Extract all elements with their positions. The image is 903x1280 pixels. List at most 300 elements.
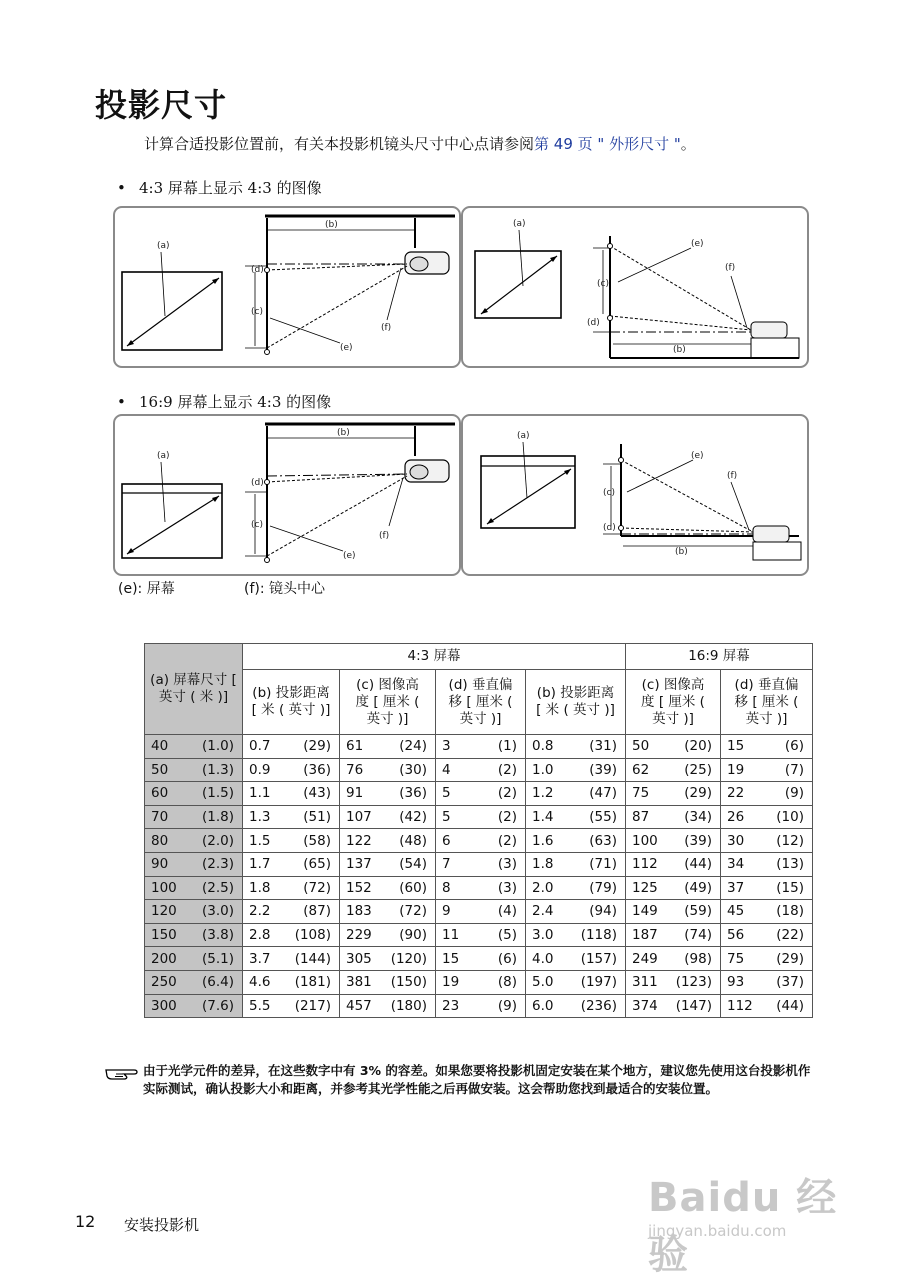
secondary-value: (1.0) bbox=[201, 738, 234, 755]
value-cell bbox=[436, 876, 526, 900]
value-cell bbox=[626, 947, 721, 971]
bullet-icon: • bbox=[117, 179, 126, 197]
pointing-hand-icon bbox=[104, 1062, 138, 1084]
primary-value: 1.0 bbox=[532, 761, 554, 778]
primary-value: 23 bbox=[442, 997, 460, 1014]
primary-value: 107 bbox=[346, 809, 372, 826]
header-43-distance: (b) 投影距离 [ 米 ( 英寸 )] bbox=[243, 670, 340, 735]
label-a: (a) bbox=[513, 219, 526, 229]
value-cell bbox=[340, 923, 436, 947]
secondary-value: (72) bbox=[399, 903, 427, 920]
secondary-value: (144) bbox=[294, 950, 331, 967]
value-cell bbox=[243, 829, 340, 853]
value-cell bbox=[526, 923, 626, 947]
value-cell bbox=[721, 758, 813, 782]
secondary-value: (22) bbox=[776, 927, 804, 944]
secondary-value: (87) bbox=[303, 903, 331, 920]
table-row bbox=[145, 805, 813, 829]
floor-43-drawing bbox=[463, 208, 807, 366]
header-169-image-height: (c) 图像高度 [ 厘米 ( 英寸 )] bbox=[626, 670, 721, 735]
secondary-value: (25) bbox=[684, 761, 712, 778]
screen-size-cell bbox=[145, 782, 243, 806]
screen-size-cell bbox=[145, 758, 243, 782]
primary-value: 4.6 bbox=[249, 974, 271, 991]
primary-value: 125 bbox=[632, 879, 658, 896]
value-cell bbox=[526, 876, 626, 900]
primary-value: 1.6 bbox=[532, 832, 554, 849]
footer-section: 安装投影机 bbox=[124, 1216, 200, 1234]
label-d: (d) bbox=[603, 523, 616, 533]
value-cell bbox=[626, 782, 721, 806]
primary-value: 457 bbox=[346, 997, 372, 1014]
primary-value: 374 bbox=[632, 997, 658, 1014]
page-title: 投影尺寸 bbox=[95, 86, 228, 124]
value-cell bbox=[340, 876, 436, 900]
secondary-value: (31) bbox=[589, 738, 617, 755]
secondary-value: (48) bbox=[399, 832, 427, 849]
primary-value: 100 bbox=[151, 879, 177, 896]
value-cell bbox=[626, 876, 721, 900]
value-cell bbox=[243, 947, 340, 971]
secondary-value: (1.5) bbox=[201, 785, 234, 802]
value-cell bbox=[243, 970, 340, 994]
value-cell bbox=[526, 900, 626, 924]
label-b: (b) bbox=[337, 428, 350, 438]
secondary-value: (44) bbox=[776, 997, 804, 1014]
value-cell bbox=[721, 735, 813, 759]
primary-value: 300 bbox=[151, 997, 177, 1014]
value-cell bbox=[436, 758, 526, 782]
table-row bbox=[145, 947, 813, 971]
primary-value: 34 bbox=[727, 856, 745, 873]
primary-value: 152 bbox=[346, 879, 372, 896]
value-cell bbox=[436, 994, 526, 1018]
watermark-url: jingyan.baidu.com bbox=[648, 1222, 787, 1240]
label-d: (d) bbox=[251, 478, 264, 488]
secondary-value: (13) bbox=[776, 856, 804, 873]
secondary-value: (8) bbox=[497, 974, 517, 991]
intro-end: 。 bbox=[680, 135, 696, 153]
label-e: (e) bbox=[691, 239, 704, 249]
value-cell bbox=[436, 829, 526, 853]
primary-value: 120 bbox=[151, 903, 177, 920]
dimensions-page-link[interactable]: 第 49 页 " 外形尺寸 " bbox=[534, 135, 681, 153]
value-cell bbox=[243, 876, 340, 900]
secondary-value: (150) bbox=[390, 974, 427, 991]
primary-value: 249 bbox=[632, 950, 658, 967]
primary-value: 6 bbox=[442, 832, 451, 849]
diagram-ceiling-169 bbox=[113, 414, 461, 576]
value-cell bbox=[526, 735, 626, 759]
table-row bbox=[145, 970, 813, 994]
primary-value: 1.5 bbox=[249, 832, 271, 849]
value-cell bbox=[243, 994, 340, 1018]
screen-size-cell bbox=[145, 947, 243, 971]
primary-value: 0.7 bbox=[249, 738, 271, 755]
primary-value: 26 bbox=[727, 809, 745, 826]
secondary-value: (12) bbox=[776, 832, 804, 849]
primary-value: 149 bbox=[632, 903, 658, 920]
value-cell bbox=[340, 782, 436, 806]
primary-value: 5.0 bbox=[532, 974, 554, 991]
value-cell bbox=[721, 876, 813, 900]
primary-value: 62 bbox=[632, 761, 650, 778]
value-cell bbox=[436, 970, 526, 994]
table-row bbox=[145, 852, 813, 876]
secondary-value: (98) bbox=[684, 950, 712, 967]
primary-value: 15 bbox=[442, 950, 460, 967]
primary-value: 311 bbox=[632, 974, 658, 991]
primary-value: 3 bbox=[442, 738, 451, 755]
secondary-value: (49) bbox=[684, 879, 712, 896]
table-row bbox=[145, 758, 813, 782]
screen-size-cell bbox=[145, 994, 243, 1018]
secondary-value: (7.6) bbox=[201, 997, 234, 1014]
primary-value: 183 bbox=[346, 903, 372, 920]
value-cell bbox=[340, 947, 436, 971]
primary-value: 1.2 bbox=[532, 785, 554, 802]
value-cell bbox=[721, 829, 813, 853]
value-cell bbox=[526, 852, 626, 876]
secondary-value: (44) bbox=[684, 856, 712, 873]
secondary-value: (1.3) bbox=[201, 761, 234, 778]
screen-size-cell bbox=[145, 876, 243, 900]
ceiling-43-drawing bbox=[115, 208, 459, 366]
primary-value: 50 bbox=[632, 738, 650, 755]
value-cell bbox=[526, 994, 626, 1018]
secondary-value: (6.4) bbox=[201, 974, 234, 991]
secondary-value: (29) bbox=[776, 950, 804, 967]
value-cell bbox=[436, 805, 526, 829]
primary-value: 40 bbox=[151, 738, 169, 755]
value-cell bbox=[526, 947, 626, 971]
primary-value: 19 bbox=[727, 761, 745, 778]
primary-value: 5.5 bbox=[249, 997, 271, 1014]
section-43-heading bbox=[117, 177, 322, 198]
ceiling-169-drawing bbox=[115, 416, 459, 574]
primary-value: 11 bbox=[442, 927, 460, 944]
value-cell bbox=[526, 970, 626, 994]
primary-value: 45 bbox=[727, 903, 745, 920]
value-cell bbox=[626, 852, 721, 876]
secondary-value: (60) bbox=[399, 879, 427, 896]
primary-value: 87 bbox=[632, 809, 650, 826]
value-cell bbox=[721, 782, 813, 806]
label-b: (b) bbox=[325, 220, 338, 230]
primary-value: 1.4 bbox=[532, 809, 554, 826]
label-a: (a) bbox=[157, 241, 170, 251]
secondary-value: (7) bbox=[784, 761, 804, 778]
secondary-value: (2) bbox=[497, 785, 517, 802]
value-cell bbox=[340, 829, 436, 853]
value-cell bbox=[436, 923, 526, 947]
value-cell bbox=[626, 735, 721, 759]
projection-size-table bbox=[144, 643, 813, 1018]
primary-value: 2.2 bbox=[249, 903, 271, 920]
secondary-value: (71) bbox=[589, 856, 617, 873]
value-cell bbox=[436, 735, 526, 759]
value-cell bbox=[626, 970, 721, 994]
value-cell bbox=[243, 923, 340, 947]
bullet-icon: • bbox=[117, 393, 126, 411]
label-c: (c) bbox=[251, 520, 263, 530]
secondary-value: (180) bbox=[390, 997, 427, 1014]
secondary-value: (42) bbox=[399, 809, 427, 826]
primary-value: 50 bbox=[151, 761, 169, 778]
secondary-value: (157) bbox=[580, 950, 617, 967]
primary-value: 112 bbox=[632, 856, 658, 873]
screen-size-cell bbox=[145, 735, 243, 759]
value-cell bbox=[526, 805, 626, 829]
header-169-distance: (b) 投影距离 [ 米 ( 英寸 )] bbox=[526, 670, 626, 735]
primary-value: 15 bbox=[727, 738, 745, 755]
primary-value: 75 bbox=[632, 785, 650, 802]
primary-value: 5 bbox=[442, 785, 451, 802]
primary-value: 137 bbox=[346, 856, 372, 873]
secondary-value: (236) bbox=[580, 997, 617, 1014]
value-cell bbox=[243, 782, 340, 806]
table-row bbox=[145, 735, 813, 759]
secondary-value: (36) bbox=[303, 761, 331, 778]
label-b: (b) bbox=[673, 345, 686, 355]
screen-size-cell bbox=[145, 805, 243, 829]
primary-value: 37 bbox=[727, 879, 745, 896]
value-cell bbox=[436, 852, 526, 876]
table-row bbox=[145, 900, 813, 924]
value-cell bbox=[340, 852, 436, 876]
secondary-value: (51) bbox=[303, 809, 331, 826]
value-cell bbox=[721, 994, 813, 1018]
secondary-value: (90) bbox=[399, 927, 427, 944]
primary-value: 200 bbox=[151, 950, 177, 967]
secondary-value: (10) bbox=[776, 809, 804, 826]
primary-value: 70 bbox=[151, 809, 169, 826]
secondary-value: (30) bbox=[399, 761, 427, 778]
secondary-value: (20) bbox=[684, 738, 712, 755]
value-cell bbox=[626, 829, 721, 853]
section-169-heading bbox=[117, 391, 331, 412]
primary-value: 93 bbox=[727, 974, 745, 991]
secondary-value: (34) bbox=[684, 809, 712, 826]
secondary-value: (36) bbox=[399, 785, 427, 802]
secondary-value: (197) bbox=[580, 974, 617, 991]
secondary-value: (65) bbox=[303, 856, 331, 873]
label-f: (f) bbox=[725, 263, 736, 273]
legend-lens-center: (f): 镜头中心 bbox=[244, 581, 326, 597]
label-e: (e) bbox=[343, 551, 356, 561]
primary-value: 1.7 bbox=[249, 856, 271, 873]
watermark-brand: Baidu 经验 bbox=[648, 1175, 838, 1278]
value-cell bbox=[626, 758, 721, 782]
primary-value: 22 bbox=[727, 785, 745, 802]
value-cell bbox=[721, 805, 813, 829]
primary-value: 9 bbox=[442, 903, 451, 920]
primary-value: 150 bbox=[151, 927, 177, 944]
secondary-value: (15) bbox=[776, 879, 804, 896]
primary-value: 381 bbox=[346, 974, 372, 991]
secondary-value: (2.0) bbox=[201, 832, 234, 849]
value-cell bbox=[243, 852, 340, 876]
secondary-value: (72) bbox=[303, 879, 331, 896]
label-f: (f) bbox=[727, 471, 738, 481]
intro-paragraph bbox=[144, 133, 696, 154]
primary-value: 6.0 bbox=[532, 997, 554, 1014]
primary-value: 30 bbox=[727, 832, 745, 849]
diagram-floor-169 bbox=[461, 414, 809, 576]
secondary-value: (74) bbox=[684, 927, 712, 944]
value-cell bbox=[721, 923, 813, 947]
label-e: (e) bbox=[340, 343, 353, 353]
header-43-offset: (d) 垂直偏移 [ 厘米 ( 英寸 )] bbox=[436, 670, 526, 735]
primary-value: 80 bbox=[151, 832, 169, 849]
diagram-ceiling-43 bbox=[113, 206, 461, 368]
section-43-title: 4:3 屏幕上显示 4:3 的图像 bbox=[139, 179, 322, 197]
table-row bbox=[145, 923, 813, 947]
value-cell bbox=[243, 735, 340, 759]
screen-size-cell bbox=[145, 900, 243, 924]
value-cell bbox=[436, 900, 526, 924]
screen-size-cell bbox=[145, 829, 243, 853]
secondary-value: (3.8) bbox=[201, 927, 234, 944]
screen-size-cell bbox=[145, 970, 243, 994]
primary-value: 100 bbox=[632, 832, 658, 849]
primary-value: 250 bbox=[151, 974, 177, 991]
header-screen-size: (a) 屏幕尺寸 [ 英寸 ( 米 )] bbox=[145, 644, 243, 735]
label-a: (a) bbox=[517, 431, 530, 441]
value-cell bbox=[243, 900, 340, 924]
secondary-value: (59) bbox=[684, 903, 712, 920]
value-cell bbox=[626, 805, 721, 829]
screen-size-cell bbox=[145, 852, 243, 876]
value-cell bbox=[340, 900, 436, 924]
value-cell bbox=[721, 852, 813, 876]
primary-value: 1.3 bbox=[249, 809, 271, 826]
secondary-value: (2) bbox=[497, 809, 517, 826]
primary-value: 75 bbox=[727, 950, 745, 967]
value-cell bbox=[436, 782, 526, 806]
primary-value: 2.4 bbox=[532, 903, 554, 920]
primary-value: 56 bbox=[727, 927, 745, 944]
tolerance-note: 由于光学元件的差异，在这些数字中有 3% 的容差。如果您要将投影机固定安装在某个地方，建议您先使用这台投影机作实际测试，确认投影大小和距离，并参考其光学性能之后再做安装。这会帮助您找到最适合的安装位置。 bbox=[143, 1063, 811, 1096]
secondary-value: (43) bbox=[303, 785, 331, 802]
value-cell bbox=[721, 947, 813, 971]
intro-text: 计算合适投影位置前，有关本投影机镜头尺寸中心点请参阅 bbox=[144, 135, 535, 153]
secondary-value: (29) bbox=[684, 785, 712, 802]
value-cell bbox=[340, 994, 436, 1018]
table-row bbox=[145, 876, 813, 900]
primary-value: 122 bbox=[346, 832, 372, 849]
primary-value: 0.8 bbox=[532, 738, 554, 755]
secondary-value: (2) bbox=[497, 832, 517, 849]
secondary-value: (29) bbox=[303, 738, 331, 755]
section-169-title: 16:9 屏幕上显示 4:3 的图像 bbox=[139, 393, 332, 411]
primary-value: 91 bbox=[346, 785, 364, 802]
table-row bbox=[145, 782, 813, 806]
label-c: (c) bbox=[597, 279, 609, 289]
primary-value: 4.0 bbox=[532, 950, 554, 967]
primary-value: 1.1 bbox=[249, 785, 271, 802]
secondary-value: (54) bbox=[399, 856, 427, 873]
value-cell bbox=[340, 735, 436, 759]
secondary-value: (2.3) bbox=[201, 856, 234, 873]
label-f: (f) bbox=[379, 531, 390, 541]
value-cell bbox=[526, 782, 626, 806]
secondary-value: (94) bbox=[589, 903, 617, 920]
label-b: (b) bbox=[675, 547, 688, 557]
secondary-value: (3) bbox=[497, 856, 517, 873]
label-d: (d) bbox=[587, 318, 600, 328]
secondary-value: (147) bbox=[675, 997, 712, 1014]
secondary-value: (5.1) bbox=[201, 950, 234, 967]
primary-value: 112 bbox=[727, 997, 753, 1014]
primary-value: 2.0 bbox=[532, 879, 554, 896]
label-c: (c) bbox=[251, 307, 263, 317]
primary-value: 4 bbox=[442, 761, 451, 778]
primary-value: 76 bbox=[346, 761, 364, 778]
secondary-value: (39) bbox=[589, 761, 617, 778]
primary-value: 60 bbox=[151, 785, 169, 802]
header-169-offset: (d) 垂直偏移 [ 厘米 ( 英寸 )] bbox=[721, 670, 813, 735]
secondary-value: (2) bbox=[497, 761, 517, 778]
label-c: (c) bbox=[603, 488, 615, 498]
value-cell bbox=[340, 970, 436, 994]
table-row bbox=[145, 994, 813, 1018]
secondary-value: (24) bbox=[399, 738, 427, 755]
secondary-value: (3) bbox=[497, 879, 517, 896]
value-cell bbox=[626, 900, 721, 924]
primary-value: 5 bbox=[442, 809, 451, 826]
header-43-image-height: (c) 图像高度 [ 厘米 ( 英寸 )] bbox=[340, 670, 436, 735]
secondary-value: (3.0) bbox=[201, 903, 234, 920]
secondary-value: (9) bbox=[784, 785, 804, 802]
primary-value: 3.0 bbox=[532, 927, 554, 944]
value-cell bbox=[526, 758, 626, 782]
secondary-value: (39) bbox=[684, 832, 712, 849]
primary-value: 0.9 bbox=[249, 761, 271, 778]
secondary-value: (58) bbox=[303, 832, 331, 849]
label-a: (a) bbox=[157, 451, 170, 461]
value-cell bbox=[626, 923, 721, 947]
primary-value: 305 bbox=[346, 950, 372, 967]
secondary-value: (120) bbox=[390, 950, 427, 967]
floor-169-drawing bbox=[463, 416, 807, 574]
primary-value: 90 bbox=[151, 856, 169, 873]
label-f: (f) bbox=[381, 323, 392, 333]
secondary-value: (217) bbox=[294, 997, 331, 1014]
primary-value: 8 bbox=[442, 879, 451, 896]
secondary-value: (181) bbox=[294, 974, 331, 991]
header-43-screen: 4:3 屏幕 bbox=[243, 644, 626, 670]
primary-value: 19 bbox=[442, 974, 460, 991]
label-d: (d) bbox=[251, 265, 264, 275]
primary-value: 229 bbox=[346, 927, 372, 944]
secondary-value: (118) bbox=[580, 927, 617, 944]
primary-value: 3.7 bbox=[249, 950, 271, 967]
value-cell bbox=[626, 994, 721, 1018]
secondary-value: (63) bbox=[589, 832, 617, 849]
primary-value: 1.8 bbox=[249, 879, 271, 896]
secondary-value: (18) bbox=[776, 903, 804, 920]
secondary-value: (123) bbox=[675, 974, 712, 991]
primary-value: 2.8 bbox=[249, 927, 271, 944]
secondary-value: (55) bbox=[589, 809, 617, 826]
primary-value: 1.8 bbox=[532, 856, 554, 873]
page-number: 12 bbox=[75, 1212, 96, 1231]
secondary-value: (2.5) bbox=[201, 879, 234, 896]
secondary-value: (9) bbox=[497, 997, 517, 1014]
secondary-value: (6) bbox=[497, 950, 517, 967]
value-cell bbox=[243, 758, 340, 782]
